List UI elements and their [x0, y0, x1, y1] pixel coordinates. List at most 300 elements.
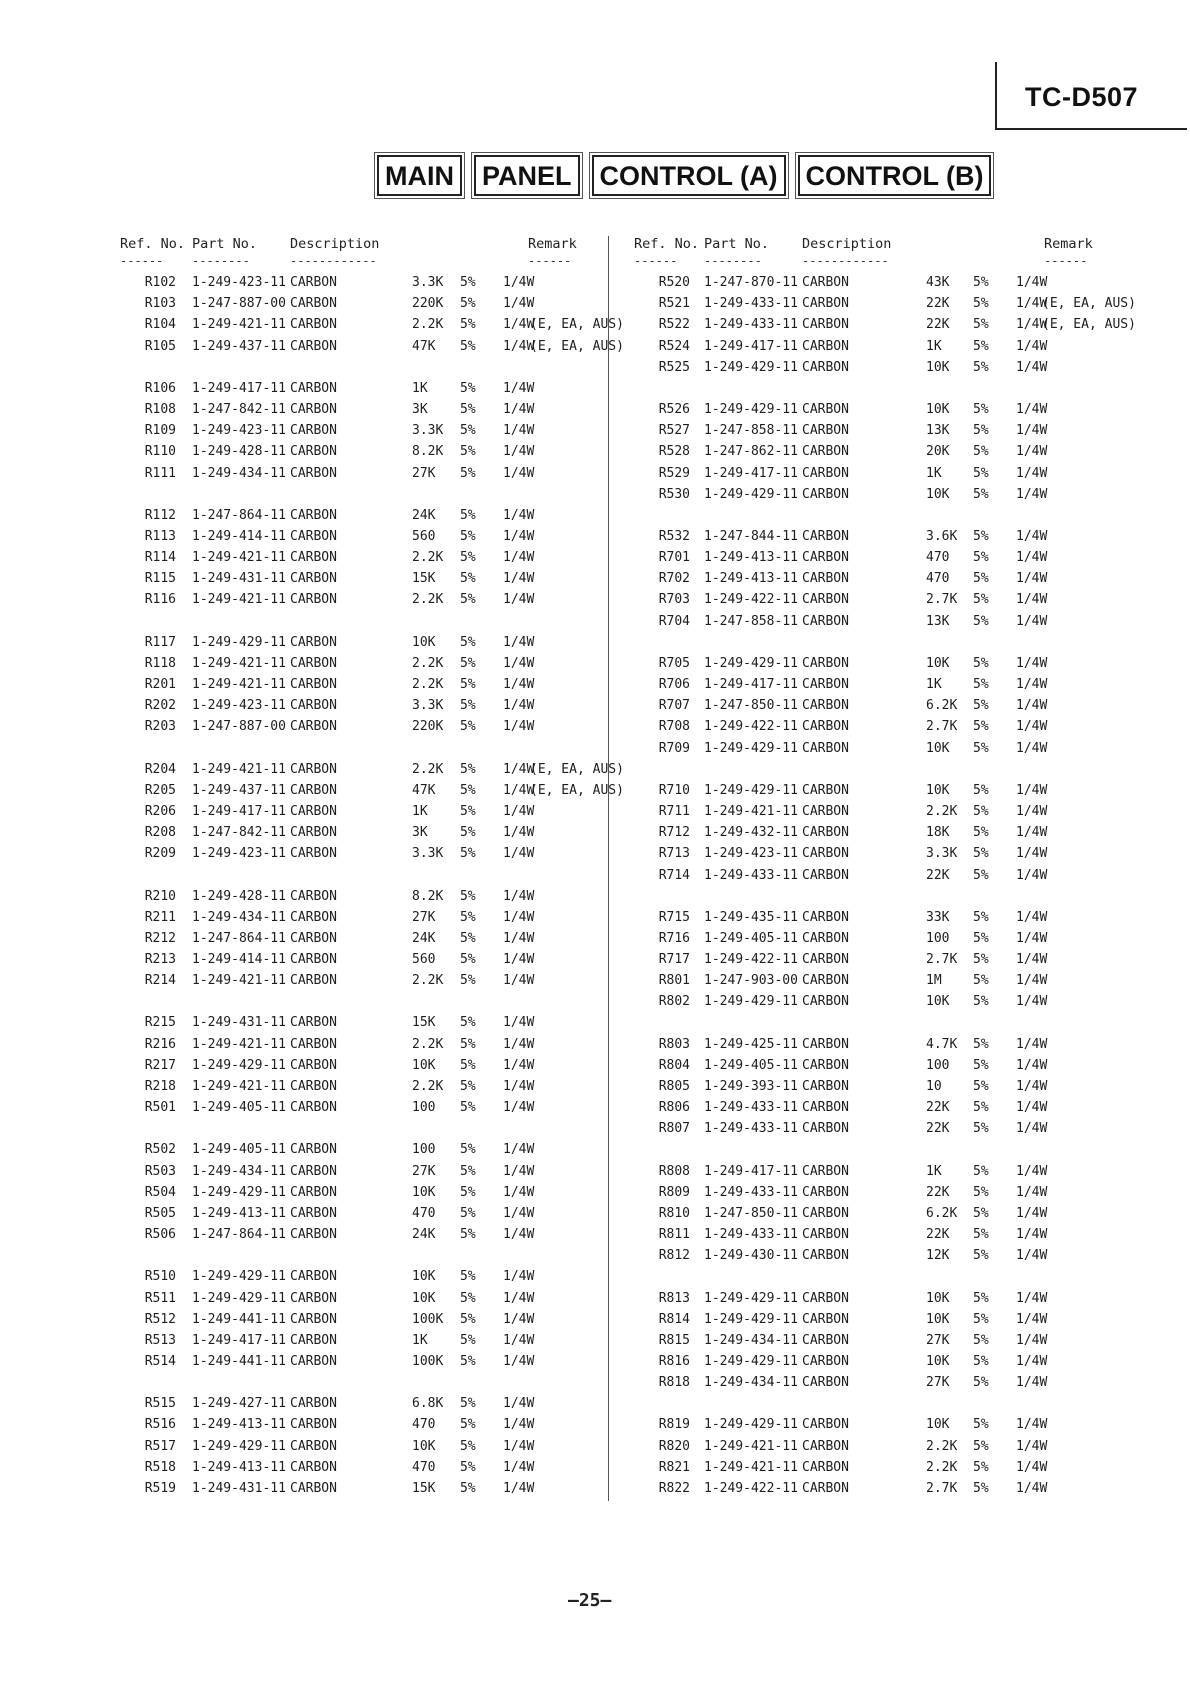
tolerance: 5% — [973, 444, 989, 460]
part-no: 1-249-421-11 — [192, 655, 286, 671]
description: CARBON — [802, 1332, 849, 1348]
ref-no: R214 — [144, 973, 176, 989]
description: CARBON — [802, 973, 849, 989]
table-row — [120, 907, 600, 928]
tolerance: 5% — [460, 380, 476, 396]
table-row — [120, 1034, 600, 1055]
power-rating: 1/4W — [1016, 846, 1048, 862]
resistance-value: 6.2K — [926, 698, 958, 714]
tolerance: 5% — [973, 1184, 989, 1200]
ref-no: R216 — [144, 1036, 176, 1052]
resistance-value: 10K — [926, 782, 950, 798]
tolerance: 5% — [973, 296, 989, 312]
tolerance: 5% — [460, 507, 476, 523]
power-rating: 1/4W — [1016, 401, 1048, 417]
resistance-value: 2.7K — [926, 592, 958, 608]
tolerance: 5% — [973, 528, 989, 544]
power-rating: 1/4W — [1016, 973, 1048, 989]
dash-remark: ------ — [528, 254, 572, 268]
table-row — [120, 314, 624, 335]
table-row — [634, 1457, 1114, 1478]
ref-no: R215 — [144, 1015, 176, 1031]
resistance-value: 3.3K — [412, 846, 444, 862]
header-underline — [634, 254, 1114, 272]
table-row — [634, 357, 1114, 378]
power-rating: 1/4W — [503, 1417, 535, 1433]
resistance-value: 10K — [926, 655, 950, 671]
ref-no: R532 — [658, 528, 690, 544]
ref-no: R704 — [658, 613, 690, 629]
table-row — [120, 674, 600, 695]
description: CARBON — [802, 423, 849, 439]
resistance-value: 10K — [926, 1417, 950, 1433]
part-no: 1-249-429-11 — [192, 1269, 286, 1285]
description: CARBON — [290, 973, 337, 989]
ref-no: R502 — [144, 1142, 176, 1158]
remark: (E, EA, AUS) — [530, 338, 624, 354]
power-rating: 1/4W — [1016, 952, 1048, 968]
resistance-value: 10K — [412, 1269, 436, 1285]
tolerance: 5% — [973, 465, 989, 481]
parts-group — [634, 1414, 1114, 1499]
resistance-value: 2.2K — [412, 1036, 444, 1052]
power-rating: 1/4W — [1016, 1438, 1048, 1454]
part-no: 1-247-844-11 — [704, 528, 798, 544]
description: CARBON — [290, 1100, 337, 1116]
part-no: 1-249-429-11 — [704, 1417, 798, 1433]
ref-no: R708 — [658, 719, 690, 735]
resistance-value: 3.3K — [412, 275, 444, 290]
resistance-value: 220K — [412, 719, 444, 735]
resistance-value: 22K — [926, 296, 950, 312]
resistance-value: 4.7K — [926, 1036, 958, 1052]
tolerance: 5% — [973, 655, 989, 671]
resistance-value: 2.7K — [926, 952, 958, 968]
ref-no: R529 — [658, 465, 690, 481]
power-rating: 1/4W — [503, 1354, 535, 1370]
table-row — [634, 1330, 1114, 1351]
table-row — [634, 949, 1114, 970]
power-rating: 1/4W — [1016, 1184, 1048, 1200]
ref-no: R710 — [658, 782, 690, 798]
ref-no: R528 — [658, 444, 690, 460]
part-no: 1-249-433-11 — [704, 1227, 798, 1243]
tolerance: 5% — [460, 1184, 476, 1200]
tolerance: 5% — [973, 1057, 989, 1073]
resistance-value: 20K — [926, 444, 950, 460]
tolerance: 5% — [973, 1100, 989, 1116]
description: CARBON — [802, 1459, 849, 1475]
tolerance: 5% — [973, 486, 989, 502]
description: CARBON — [802, 1079, 849, 1094]
tolerance: 5% — [973, 1163, 989, 1179]
ref-no: R202 — [144, 698, 176, 714]
table-row — [634, 1372, 1114, 1393]
part-no: 1-249-429-11 — [704, 740, 798, 756]
header-ref: Ref. No. — [634, 236, 700, 252]
power-rating: 1/4W — [503, 507, 535, 523]
description: CARBON — [802, 613, 849, 629]
tolerance: 5% — [460, 973, 476, 989]
table-row — [634, 1414, 1114, 1435]
part-no: 1-247-862-11 — [704, 444, 798, 460]
ref-no: R213 — [144, 952, 176, 968]
table-row — [120, 1414, 600, 1435]
part-no: 1-249-433-11 — [704, 1121, 798, 1137]
ref-no: R111 — [144, 465, 176, 481]
resistance-value: 470 — [412, 1205, 436, 1221]
power-rating: 1/4W — [503, 1311, 535, 1327]
table-row — [120, 716, 600, 737]
power-rating: 1/4W — [503, 1142, 535, 1158]
header-underline — [120, 254, 600, 272]
power-rating: 1/4W — [1016, 571, 1048, 587]
parts-group — [634, 399, 1114, 505]
table-row — [634, 441, 1114, 462]
part-no: 1-249-427-11 — [192, 1396, 286, 1412]
parts-group — [634, 780, 1114, 886]
tolerance: 5% — [460, 1459, 476, 1475]
part-no: 1-247-864-11 — [192, 930, 286, 946]
resistance-value: 13K — [926, 423, 950, 439]
ref-no: R810 — [658, 1205, 690, 1221]
table-row — [120, 336, 624, 357]
power-rating: 1/4W — [1016, 1311, 1048, 1327]
ref-no: R514 — [144, 1354, 176, 1370]
tolerance: 5% — [973, 677, 989, 692]
part-no: 1-249-423-11 — [192, 846, 286, 862]
part-no: 1-249-435-11 — [704, 909, 798, 925]
table-row — [120, 843, 600, 864]
part-no: 1-249-434-11 — [192, 465, 286, 481]
description: CARBON — [290, 571, 337, 587]
power-rating: 1/4W — [1016, 1354, 1048, 1370]
resistance-value: 2.2K — [926, 1459, 958, 1475]
description: CARBON — [290, 1396, 337, 1412]
ref-no: R815 — [658, 1332, 690, 1348]
description: CARBON — [802, 1163, 849, 1179]
remark: (E, EA, AUS) — [530, 782, 624, 798]
tolerance: 5% — [460, 317, 476, 333]
tolerance: 5% — [460, 296, 476, 312]
ref-no: R821 — [658, 1459, 690, 1475]
resistance-value: 1K — [412, 1332, 428, 1348]
table-row — [120, 399, 600, 420]
power-rating: 1/4W — [1016, 909, 1048, 925]
power-rating: 1/4W — [503, 930, 535, 946]
part-no: 1-249-421-11 — [192, 1036, 286, 1052]
description: CARBON — [290, 888, 337, 904]
ref-no: R522 — [658, 317, 690, 333]
description: CARBON — [290, 444, 337, 460]
ref-no: R208 — [144, 825, 176, 841]
ref-no: R527 — [658, 423, 690, 439]
part-no: 1-249-433-11 — [704, 1100, 798, 1116]
description: CARBON — [290, 1142, 337, 1158]
description: CARBON — [802, 1248, 849, 1264]
tolerance: 5% — [973, 423, 989, 439]
resistance-value: 27K — [412, 465, 436, 481]
tolerance: 5% — [460, 782, 476, 798]
part-no: 1-247-858-11 — [704, 613, 798, 629]
resistance-value: 2.2K — [412, 761, 444, 777]
power-rating: 1/4W — [503, 1163, 535, 1179]
header-remark: Remark — [1044, 236, 1093, 252]
table-row — [634, 1436, 1114, 1457]
description: CARBON — [802, 571, 849, 587]
table-row — [120, 463, 600, 484]
description: CARBON — [290, 296, 337, 312]
ref-no: R113 — [144, 528, 176, 544]
resistance-value: 3.3K — [412, 698, 444, 714]
power-rating: 1/4W — [503, 1332, 535, 1348]
description: CARBON — [802, 655, 849, 671]
table-row — [634, 463, 1114, 484]
tolerance: 5% — [460, 1163, 476, 1179]
description: CARBON — [802, 994, 849, 1010]
power-rating: 1/4W — [503, 782, 535, 798]
tolerance: 5% — [973, 952, 989, 968]
resistance-value: 15K — [412, 571, 436, 587]
tolerance: 5% — [973, 973, 989, 989]
parts-column-right — [634, 236, 1136, 1520]
header-desc: Description — [802, 236, 892, 252]
tolerance: 5% — [460, 930, 476, 946]
part-no: 1-249-421-11 — [192, 761, 286, 777]
resistance-value: 2.7K — [926, 1481, 958, 1496]
parts-group — [120, 759, 624, 865]
description: CARBON — [290, 698, 337, 714]
ref-no: R805 — [658, 1079, 690, 1094]
description: CARBON — [802, 677, 849, 692]
tolerance: 5% — [973, 1227, 989, 1243]
power-rating: 1/4W — [1016, 803, 1048, 819]
part-no: 1-249-405-11 — [704, 930, 798, 946]
tolerance: 5% — [973, 930, 989, 946]
tolerance: 5% — [973, 401, 989, 417]
power-rating: 1/4W — [1016, 930, 1048, 946]
ref-no: R526 — [658, 401, 690, 417]
resistance-value: 1K — [412, 803, 428, 819]
power-rating: 1/4W — [1016, 317, 1048, 333]
table-row — [120, 526, 600, 547]
description: CARBON — [290, 317, 337, 333]
power-rating: 1/4W — [1016, 1375, 1048, 1391]
power-rating: 1/4W — [1016, 1481, 1048, 1496]
power-rating: 1/4W — [503, 1205, 535, 1221]
table-row — [634, 843, 1114, 864]
ref-no: R211 — [144, 909, 176, 925]
parts-group — [634, 526, 1114, 632]
part-no: 1-247-858-11 — [704, 423, 798, 439]
part-no: 1-249-421-11 — [704, 803, 798, 819]
part-no: 1-249-433-11 — [704, 296, 798, 312]
part-no: 1-249-422-11 — [704, 952, 798, 968]
ref-no: R218 — [144, 1079, 176, 1094]
power-rating: 1/4W — [503, 655, 535, 671]
tolerance: 5% — [973, 1375, 989, 1391]
description: CARBON — [290, 1079, 337, 1094]
power-rating: 1/4W — [1016, 423, 1048, 439]
ref-no: R114 — [144, 550, 176, 566]
resistance-value: 10 — [926, 1079, 942, 1094]
table-row — [120, 568, 600, 589]
resistance-value: 100K — [412, 1354, 444, 1370]
ref-no: R117 — [144, 634, 176, 650]
ref-no: R212 — [144, 930, 176, 946]
tolerance: 5% — [460, 909, 476, 925]
table-row — [120, 1055, 600, 1076]
table-row — [634, 399, 1114, 420]
description: CARBON — [290, 1354, 337, 1370]
tolerance: 5% — [973, 698, 989, 714]
resistance-value: 24K — [412, 507, 436, 523]
description: CARBON — [290, 380, 337, 396]
part-no: 1-249-414-11 — [192, 528, 286, 544]
parts-group — [634, 907, 1114, 1013]
part-no: 1-249-417-11 — [704, 338, 798, 354]
tolerance: 5% — [973, 1290, 989, 1306]
ref-no: R116 — [144, 592, 176, 608]
description: CARBON — [802, 359, 849, 375]
part-no: 1-247-887-00 — [192, 719, 286, 735]
resistance-value: 10K — [412, 1438, 436, 1454]
tolerance: 5% — [973, 317, 989, 333]
power-rating: 1/4W — [503, 825, 535, 841]
tolerance: 5% — [460, 1332, 476, 1348]
tolerance: 5% — [460, 1354, 476, 1370]
header-desc: Description — [290, 236, 380, 252]
table-row — [634, 907, 1114, 928]
description: CARBON — [290, 1163, 337, 1179]
description: CARBON — [802, 846, 849, 862]
parts-group — [634, 1034, 1114, 1140]
table-row — [120, 759, 624, 780]
table-row — [634, 314, 1136, 335]
remark: (E, EA, AUS) — [1042, 317, 1136, 333]
power-rating: 1/4W — [503, 1184, 535, 1200]
table-row — [120, 949, 600, 970]
tolerance: 5% — [973, 1354, 989, 1370]
table-row — [634, 526, 1114, 547]
table-row — [634, 272, 1114, 293]
power-rating: 1/4W — [1016, 867, 1048, 883]
ref-no: R806 — [658, 1100, 690, 1116]
description: CARBON — [290, 952, 337, 968]
description: CARBON — [802, 782, 849, 798]
table-row — [120, 420, 600, 441]
resistance-value: 100 — [926, 930, 950, 946]
table-row — [120, 632, 600, 653]
resistance-value: 22K — [926, 317, 950, 333]
ref-no: R808 — [658, 1163, 690, 1179]
resistance-value: 2.2K — [412, 973, 444, 989]
ref-no: R801 — [658, 973, 690, 989]
description: CARBON — [290, 634, 337, 650]
table-row — [634, 928, 1114, 949]
part-no: 1-249-429-11 — [704, 359, 798, 375]
description: CARBON — [290, 550, 337, 566]
resistance-value: 560 — [412, 952, 436, 968]
tolerance: 5% — [973, 1079, 989, 1094]
part-no: 1-249-417-11 — [192, 803, 286, 819]
resistance-value: 8.2K — [412, 444, 444, 460]
resistance-value: 10K — [926, 1311, 950, 1327]
resistance-value: 10K — [926, 1290, 950, 1306]
table-row — [634, 822, 1114, 843]
resistance-value: 10K — [412, 1184, 436, 1200]
ref-no: R524 — [658, 338, 690, 354]
power-rating: 1/4W — [1016, 782, 1048, 798]
part-no: 1-249-413-11 — [192, 1417, 286, 1433]
resistance-value: 100 — [412, 1142, 436, 1158]
heading-control-b: CONTROL (B) — [798, 155, 992, 196]
table-row — [120, 589, 600, 610]
part-no: 1-249-429-11 — [704, 401, 798, 417]
description: CARBON — [290, 465, 337, 481]
table-row — [120, 1224, 600, 1245]
ref-no: R102 — [144, 275, 176, 290]
resistance-value: 18K — [926, 825, 950, 841]
table-row — [120, 1478, 600, 1499]
resistance-value: 47K — [412, 782, 436, 798]
part-no: 1-249-417-11 — [192, 1332, 286, 1348]
remark: (E, EA, AUS) — [530, 761, 624, 777]
ref-no: R702 — [658, 571, 690, 587]
table-row — [634, 420, 1114, 441]
part-no: 1-249-437-11 — [192, 338, 286, 354]
description: CARBON — [290, 846, 337, 862]
tolerance: 5% — [460, 423, 476, 439]
resistance-value: 2.2K — [412, 655, 444, 671]
table-row — [634, 1203, 1114, 1224]
ref-no: R203 — [144, 719, 176, 735]
part-no: 1-249-423-11 — [192, 275, 286, 290]
resistance-value: 100 — [412, 1100, 436, 1116]
resistance-value: 2.7K — [926, 719, 958, 735]
table-row — [120, 1266, 600, 1287]
resistance-value: 10K — [412, 1057, 436, 1073]
power-rating: 1/4W — [1016, 1163, 1048, 1179]
description: CARBON — [802, 698, 849, 714]
dash-ref: ------ — [120, 254, 164, 268]
part-no: 1-249-422-11 — [704, 592, 798, 608]
ref-no: R503 — [144, 1163, 176, 1179]
description: CARBON — [802, 1227, 849, 1243]
table-row — [120, 1393, 600, 1414]
ref-no: R109 — [144, 423, 176, 439]
parts-group — [120, 1139, 600, 1245]
part-no: 1-247-850-11 — [704, 1205, 798, 1221]
ref-no: R816 — [658, 1354, 690, 1370]
part-no: 1-249-393-11 — [704, 1079, 798, 1094]
part-no: 1-249-441-11 — [192, 1354, 286, 1370]
ref-no: R819 — [658, 1417, 690, 1433]
description: CARBON — [290, 655, 337, 671]
part-no: 1-249-431-11 — [192, 1481, 286, 1496]
description: CARBON — [290, 825, 337, 841]
description: CARBON — [802, 550, 849, 566]
power-rating: 1/4W — [1016, 677, 1048, 692]
power-rating: 1/4W — [503, 1290, 535, 1306]
resistance-value: 24K — [412, 1227, 436, 1243]
resistance-value: 22K — [926, 1184, 950, 1200]
part-no: 1-249-429-11 — [704, 1290, 798, 1306]
description: CARBON — [290, 1332, 337, 1348]
part-no: 1-249-417-11 — [704, 677, 798, 692]
description: CARBON — [290, 1205, 337, 1221]
table-row — [120, 780, 624, 801]
